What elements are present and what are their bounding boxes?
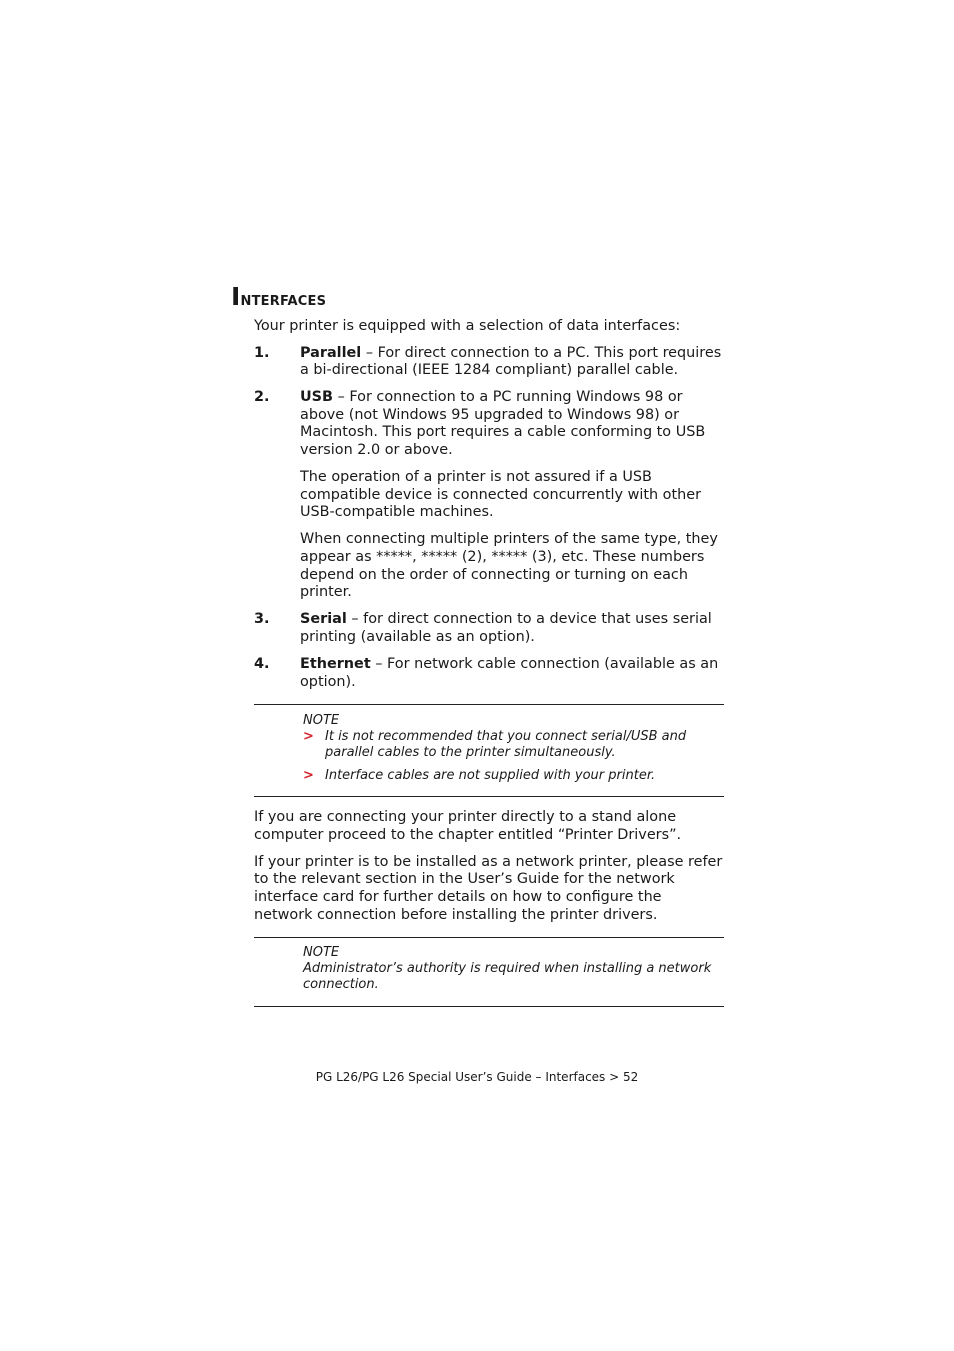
- body-paragraph: If your printer is to be installed as a network printer, please refer to the relevant section in the User’s Guide for the network interface card for further details on how to configure the network connection before installing the printer drivers.: [254, 853, 723, 923]
- note-box: [254, 937, 724, 1007]
- list-item-term: Parallel: [300, 344, 362, 361]
- list-item-paragraph: [300, 345, 724, 380]
- intro-text: Your printer is equipped with a selection of data interfaces:: [254, 318, 681, 334]
- list-item-body: [300, 611, 724, 646]
- list-item-body: [300, 345, 724, 380]
- note-box: [254, 704, 724, 797]
- section-heading: Interfaces: [231, 282, 327, 311]
- page-content: [254, 318, 724, 1019]
- list-item-body: [300, 656, 724, 691]
- usb-note-paragraph: The operation of a printer is not assured if a USB compatible device is connected concurrently with other USB-compatible machines.: [300, 469, 702, 521]
- list-item-term: Ethernet: [300, 656, 371, 672]
- list-item-parallel: [254, 345, 724, 380]
- note-bullet: [303, 729, 724, 761]
- list-item-number: 3.: [254, 611, 270, 628]
- list-item-number: 4.: [254, 656, 270, 672]
- usb-note-paragraph: When connecting multiple printers of the same type, they appear as *****, ***** (2), ***** (3), etc. These numbers depend on the order of connecting or turning on each printer.: [300, 531, 718, 601]
- note-text: Administrator’s authority is required when installing a network connection.: [303, 961, 712, 993]
- note-bullet-text: It is not recommended that you connect serial/USB and parallel cables to the printer simultaneously.: [325, 729, 687, 761]
- note-bullet-text: Interface cables are not supplied with your printer.: [325, 768, 656, 784]
- list-item-paragraph: [300, 389, 724, 459]
- list-item-text: – For network cable connection (available as an option).: [300, 656, 719, 690]
- list-item-number: 1.: [254, 344, 270, 361]
- list-item-term: USB: [300, 389, 334, 406]
- note-label: NOTE: [303, 945, 340, 961]
- list-item-text: – For connection to a PC running Windows 98 or above (not Windows 95 upgraded to Windows 98) or Macintosh. This port requires a cable conforming to USB version 2.0 or above.: [300, 389, 706, 459]
- list-item-text: – for direct connection to a device that uses serial printing (available as an option).: [300, 611, 712, 645]
- list-item-term: Serial: [300, 611, 347, 628]
- list-item-body: [300, 389, 724, 602]
- arrow-bullet-icon: >: [303, 729, 314, 745]
- list-item-serial: [254, 611, 724, 646]
- note-label: NOTE: [303, 713, 340, 729]
- list-item-text: – For direct connection to a PC. This port requires a bi-directional (IEEE 1284 compliant) parallel cable.: [300, 344, 722, 379]
- list-item-paragraph: [300, 611, 724, 646]
- list-item-paragraph: [300, 656, 724, 691]
- note-bullet: [303, 768, 724, 784]
- body-paragraph: If you are connecting your printer directly to a stand alone computer proceed to the chapter entitled “Printer Drivers”.: [254, 809, 682, 843]
- list-item-number: 2.: [254, 389, 270, 406]
- list-item-usb: [254, 389, 724, 602]
- arrow-bullet-icon: >: [303, 768, 314, 784]
- list-item-ethernet: [254, 656, 724, 691]
- page-footer: PG L26/PG L26 Special User’s Guide – Interfaces > 52: [315, 1070, 639, 1084]
